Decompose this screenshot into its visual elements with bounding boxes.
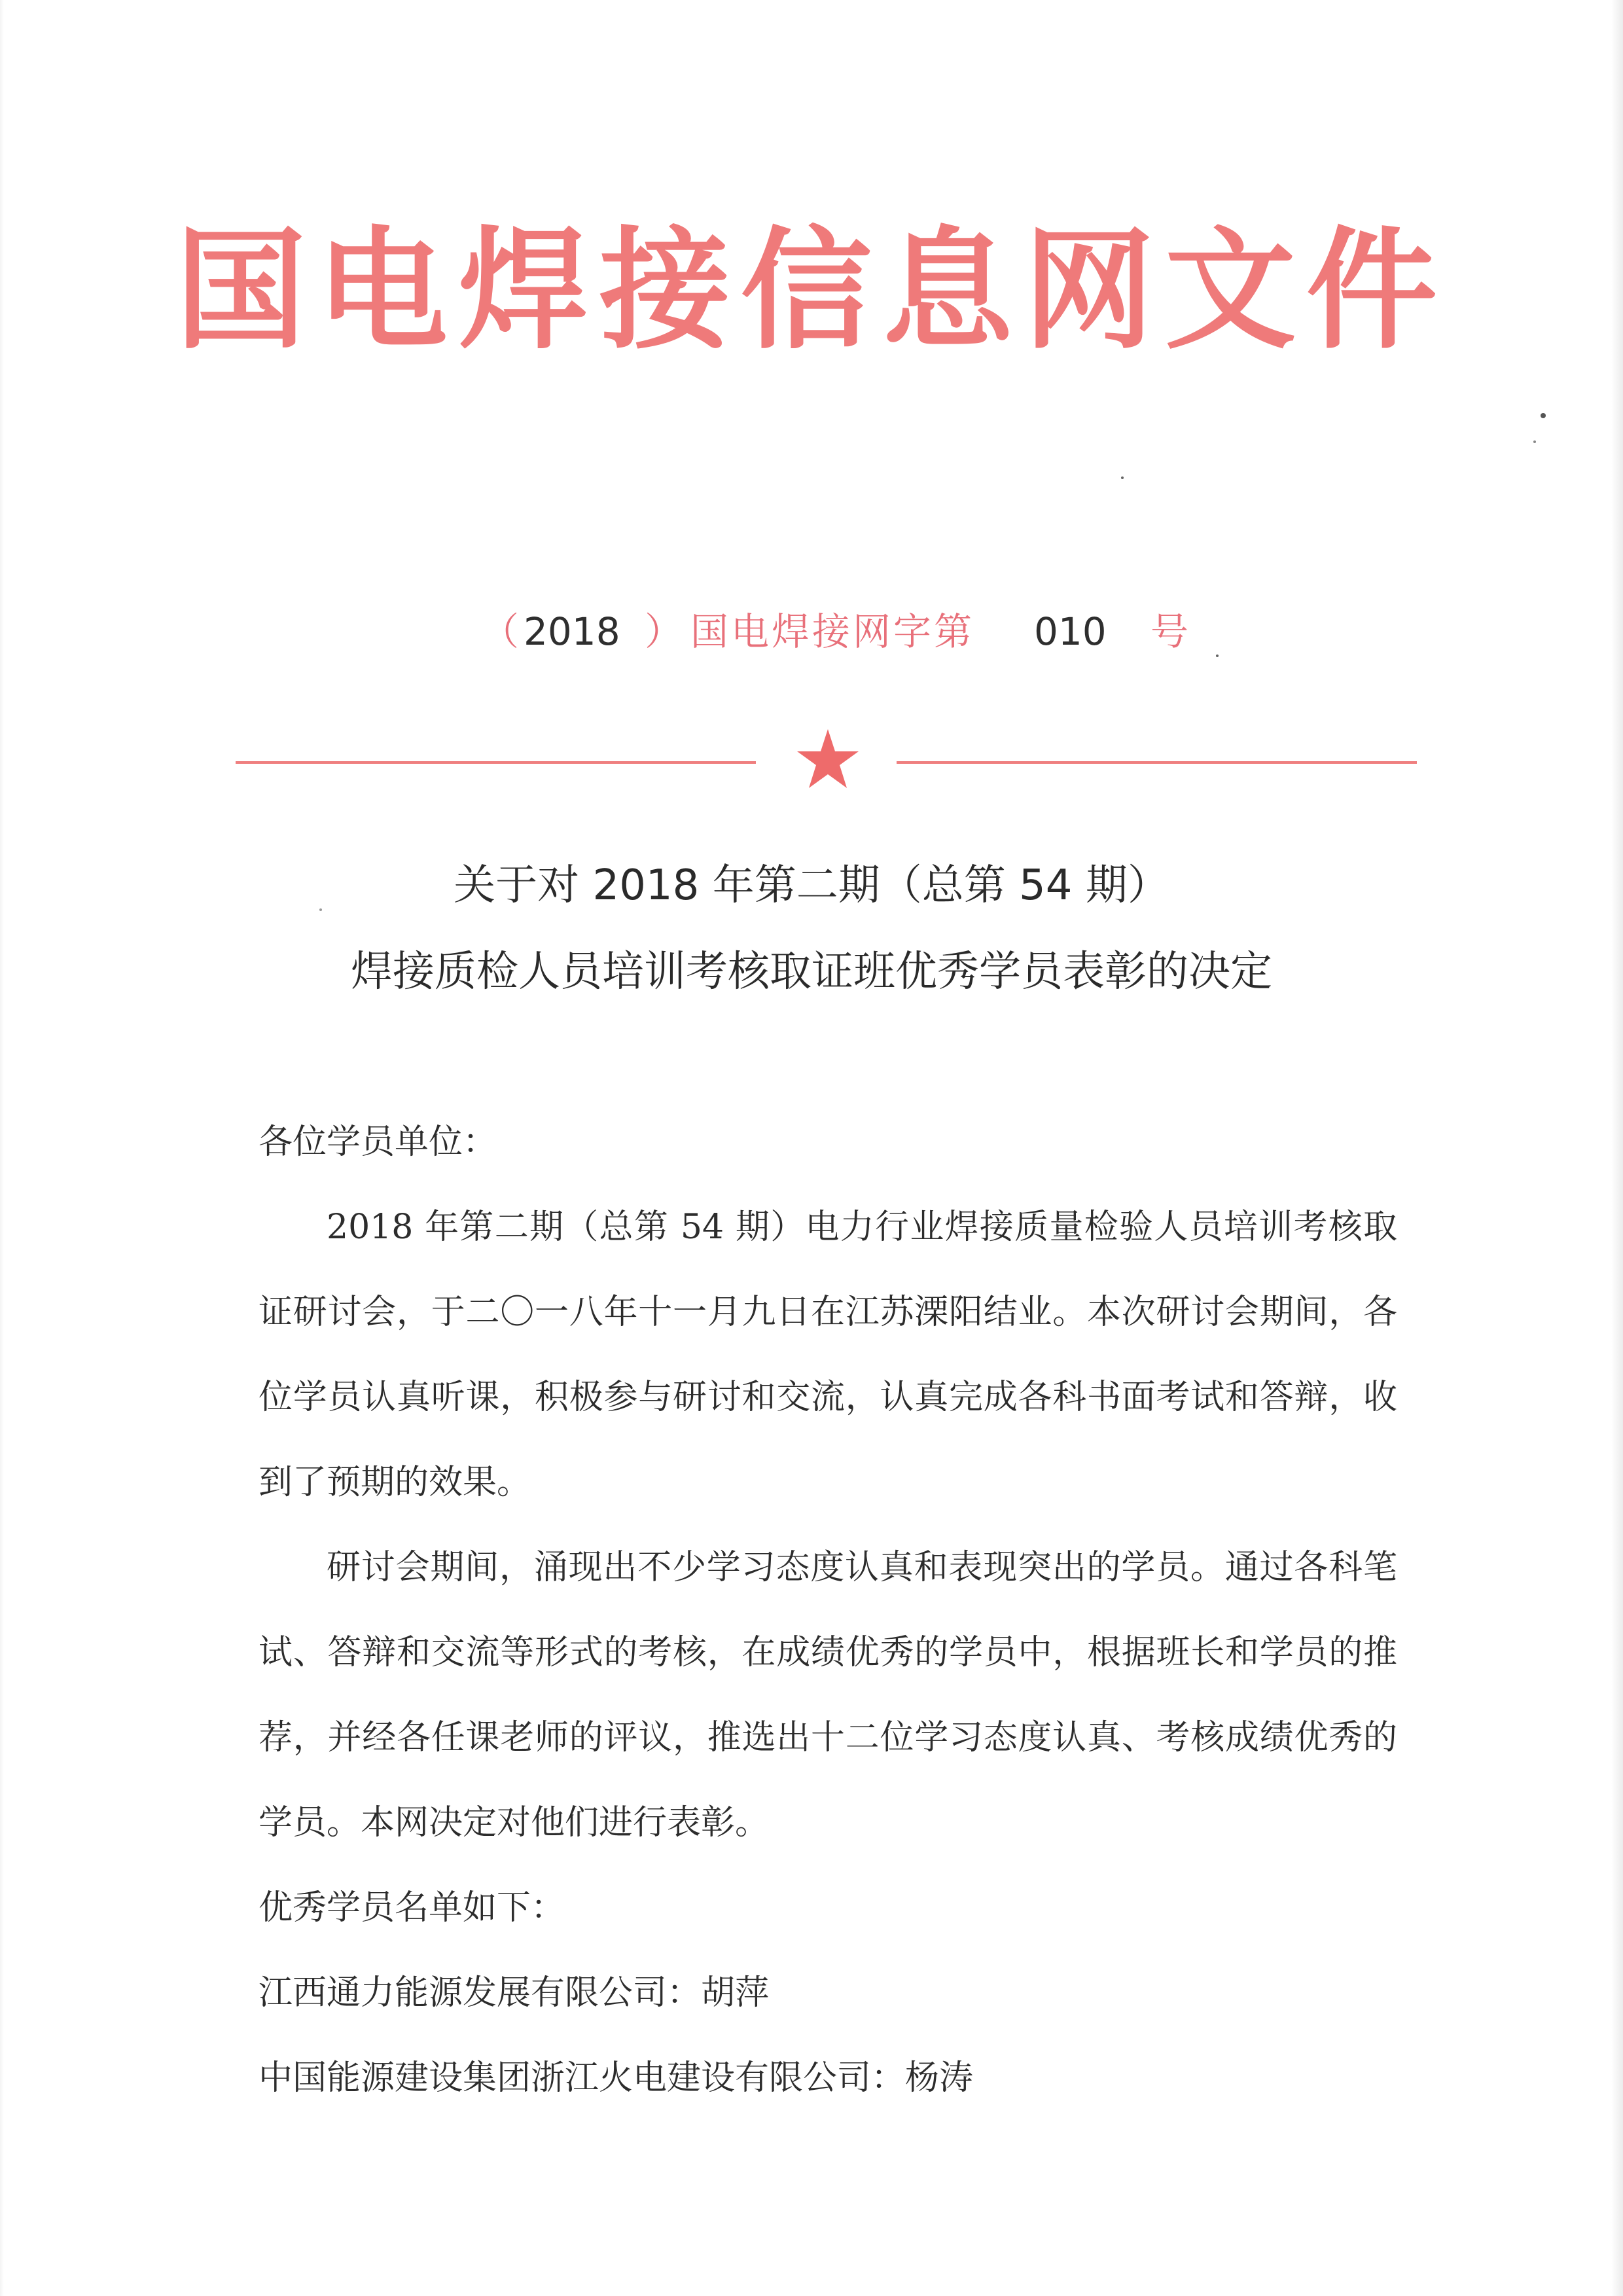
doc-number-close-paren: ） [645, 609, 683, 654]
doc-number-word: 国电焊接网字第 [690, 609, 975, 654]
doc-number-value: 010 [1034, 609, 1107, 654]
doc-number-suffix: 号 [1150, 609, 1189, 654]
honoree-item: 江西通力能源发展有限公司：胡萍 [259, 1973, 770, 2013]
document-title-line-1: 关于对 2018 年第二期（总第 54 期） [454, 861, 1169, 910]
salutation: 各位学员单位： [259, 1122, 497, 1162]
honoree-item: 中国能源建设集团浙江火电建设有限公司：杨涛 [259, 2058, 974, 2098]
document-title-line-2: 焊接质检人员培训考核取证班优秀学员表彰的决定 [351, 948, 1272, 996]
paragraph-1-text: 2018 年第二期（总第 54 期）电力行业焊接质量检验人员培训考核取证研讨会，于二〇一八年十一月九日在江苏溧阳结业。本次研讨会期间，各位学员认真听课，积极参与研讨和交流，认真完成各科书面考试和答辩，收到了预期的效果。 [259, 1208, 1397, 1502]
masthead-title: 国电焊接信息网文件 [175, 215, 1448, 367]
doc-number-open-paren: （ [481, 609, 520, 654]
doc-number-year: 2018 [524, 609, 620, 654]
paragraph-2-text: 研讨会期间，涌现出不少学习态度认真和表现突出的学员。通过各科笔试、答辩和交流等形式的考核，在成绩优秀的学员中，根据班长和学员的推荐，并经各任课老师的评议，推选出十二位学习态度认真、考核成绩优秀的学员。本网决定对他们进行表彰。 [259, 1548, 1397, 1842]
honoree-list-intro: 优秀学员名单如下： [259, 1888, 565, 1928]
